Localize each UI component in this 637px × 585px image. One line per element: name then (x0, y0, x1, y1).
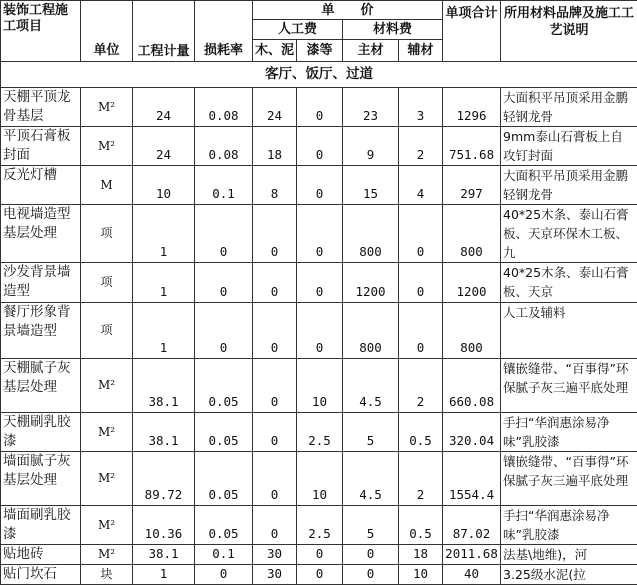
row-desc: 法基\地维)，河 (501, 545, 637, 565)
row-unit: M² (81, 452, 133, 506)
table-row (1, 452, 637, 506)
row-item: 墙面腻子灰基层处理 (1, 452, 81, 506)
row-labor-wood: 0 (253, 506, 297, 545)
row-mat-aux: 2 (399, 452, 443, 506)
row-qty: 10.36 (133, 506, 195, 545)
row-labor-wood: 0 (253, 359, 297, 413)
table-row (1, 166, 637, 205)
row-loss: 0.05 (195, 452, 253, 506)
row-item: 平顶石膏板封面 (1, 127, 81, 166)
row-mat-main: 15 (343, 166, 399, 205)
table-row (1, 359, 637, 413)
row-item: 墙面刷乳胶漆 (1, 506, 81, 545)
row-mat-aux: 0.5 (399, 413, 443, 452)
row-loss: 0.08 (195, 88, 253, 127)
row-qty: 10 (133, 166, 195, 205)
row-qty: 24 (133, 88, 195, 127)
row-mat-aux: 3 (399, 88, 443, 127)
row-mat-main: 23 (343, 88, 399, 127)
header-labor: 人工费 (253, 20, 343, 40)
table-row (1, 263, 637, 303)
table-row (1, 88, 637, 127)
row-item: 天棚刷乳胶漆 (1, 413, 81, 452)
row-labor-paint: 0 (297, 166, 343, 205)
row-loss: 0.08 (195, 127, 253, 166)
row-total: 1200 (443, 263, 501, 303)
row-labor-paint: 0 (297, 545, 343, 565)
row-mat-main: 800 (343, 303, 399, 359)
table-row (1, 545, 637, 565)
row-qty: 24 (133, 127, 195, 166)
header-desc: 所用材料品牌及施工工艺说明 (501, 1, 637, 62)
row-labor-wood: 0 (253, 263, 297, 303)
row-mat-aux: 2 (399, 127, 443, 166)
row-mat-main: 5 (343, 413, 399, 452)
row-qty: 1 (133, 303, 195, 359)
row-loss: 0.1 (195, 166, 253, 205)
row-loss: 0 (195, 303, 253, 359)
row-mat-main: 4.5 (343, 359, 399, 413)
row-mat-main: 0 (343, 545, 399, 565)
row-total: 1554.4 (443, 452, 501, 506)
row-loss: 0.1 (195, 545, 253, 565)
row-qty: 38.1 (133, 413, 195, 452)
row-qty: 1 (133, 205, 195, 263)
table-row (1, 413, 637, 452)
row-qty: 38.1 (133, 359, 195, 413)
row-item: 电视墙造型基层处理 (1, 205, 81, 263)
row-qty: 38.1 (133, 545, 195, 565)
row-unit: M² (81, 506, 133, 545)
row-item: 餐厅形象背景墙造型 (1, 303, 81, 359)
header-labor-wood: 木、泥 (253, 40, 297, 62)
table-row (1, 205, 637, 263)
row-desc: 大面积平吊顶采用金鹏轻钢龙骨 (501, 166, 637, 205)
header-loss: 损耗率 (195, 1, 253, 62)
row-total: 87.02 (443, 506, 501, 545)
header-mat-aux: 辅材 (399, 40, 443, 62)
row-unit: 块 (81, 565, 133, 585)
row-desc: 手扫“华润惠涂易净味”乳胶漆 (501, 413, 637, 452)
row-labor-wood: 0 (253, 413, 297, 452)
row-mat-aux: 0 (399, 263, 443, 303)
row-desc: 手扫“华润惠涂易净味”乳胶漆 (501, 506, 637, 545)
row-labor-wood: 0 (253, 303, 297, 359)
header-qty: 工程计量 (133, 1, 195, 62)
row-loss: 0.05 (195, 413, 253, 452)
header-total: 单项合计 (443, 1, 501, 62)
row-mat-main: 4.5 (343, 452, 399, 506)
row-desc: 40*25木条、泰山石膏板、天京环保木工板、九 (501, 205, 637, 263)
row-unit: 项 (81, 303, 133, 359)
row-labor-paint: 10 (297, 359, 343, 413)
row-desc: 3.25级水泥(拉 (501, 565, 637, 585)
row-labor-paint: 2.5 (297, 506, 343, 545)
header-labor-paint: 漆等 (297, 40, 343, 62)
header-price: 单 价 (253, 1, 443, 20)
row-unit: M² (81, 413, 133, 452)
row-mat-main: 5 (343, 506, 399, 545)
header-item: 装饰工程施工项目 (1, 1, 81, 62)
row-desc: 镶嵌缝带、“百事得”环保腻子灰三遍平底处理 (501, 452, 637, 506)
row-total: 40 (443, 565, 501, 585)
row-labor-wood: 30 (253, 545, 297, 565)
row-item: 贴地砖 (1, 545, 81, 565)
row-loss: 0.05 (195, 359, 253, 413)
row-labor-paint: 0 (297, 263, 343, 303)
row-desc: 大面积平吊顶采用金鹏轻钢龙骨 (501, 88, 637, 127)
row-qty: 1 (133, 263, 195, 303)
row-labor-wood: 0 (253, 452, 297, 506)
row-qty: 89.72 (133, 452, 195, 506)
row-labor-paint: 0 (297, 303, 343, 359)
row-unit: 项 (81, 205, 133, 263)
table-row (1, 506, 637, 545)
row-labor-wood: 8 (253, 166, 297, 205)
row-labor-wood: 0 (253, 205, 297, 263)
row-labor-wood: 24 (253, 88, 297, 127)
row-labor-paint: 0 (297, 565, 343, 585)
row-item: 贴门坎石 (1, 565, 81, 585)
row-item: 反光灯槽 (1, 166, 81, 205)
row-mat-aux: 0 (399, 303, 443, 359)
row-mat-aux: 0 (399, 205, 443, 263)
row-labor-paint: 0 (297, 205, 343, 263)
row-mat-aux: 4 (399, 166, 443, 205)
header-unit: 单位 (81, 1, 133, 62)
table-row (1, 303, 637, 359)
row-total: 297 (443, 166, 501, 205)
row-unit: 项 (81, 263, 133, 303)
row-total: 660.08 (443, 359, 501, 413)
row-total: 751.68 (443, 127, 501, 166)
row-labor-paint: 0 (297, 127, 343, 166)
section-title: 客厅、饭厅、过道 (1, 62, 637, 88)
row-unit: M² (81, 127, 133, 166)
row-mat-aux: 18 (399, 545, 443, 565)
row-total: 2011.68 (443, 545, 501, 565)
row-loss: 0 (195, 263, 253, 303)
row-mat-aux: 2 (399, 359, 443, 413)
row-labor-wood: 30 (253, 565, 297, 585)
row-labor-paint: 0 (297, 88, 343, 127)
row-desc: 40*25木条、泰山石膏板、天京 (501, 263, 637, 303)
row-total: 800 (443, 205, 501, 263)
row-labor-paint: 2.5 (297, 413, 343, 452)
header-material: 材料费 (343, 20, 443, 40)
row-mat-main: 0 (343, 565, 399, 585)
row-mat-aux: 10 (399, 565, 443, 585)
row-labor-paint: 10 (297, 452, 343, 506)
row-loss: 0 (195, 565, 253, 585)
row-labor-wood: 18 (253, 127, 297, 166)
row-mat-main: 9 (343, 127, 399, 166)
table-row (1, 127, 637, 166)
row-unit: M² (81, 359, 133, 413)
row-mat-main: 800 (343, 205, 399, 263)
row-total: 320.04 (443, 413, 501, 452)
row-unit: M² (81, 88, 133, 127)
row-desc: 人工及辅料 (501, 303, 637, 359)
row-loss: 0.05 (195, 506, 253, 545)
row-item: 天棚平顶龙骨基层 (1, 88, 81, 127)
row-item: 沙发背景墙造型 (1, 263, 81, 303)
row-total: 1296 (443, 88, 501, 127)
row-total: 800 (443, 303, 501, 359)
header-mat-main: 主材 (343, 40, 399, 62)
row-desc: 9mm泰山石膏板上自攻钉封面 (501, 127, 637, 166)
row-mat-aux: 0.5 (399, 506, 443, 545)
row-loss: 0 (195, 205, 253, 263)
table-row (1, 565, 637, 585)
row-mat-main: 1200 (343, 263, 399, 303)
row-unit: M (81, 166, 133, 205)
row-desc: 镶嵌缝带、“百事得”环保腻子灰三遍平底处理 (501, 359, 637, 413)
row-unit: M² (81, 545, 133, 565)
row-qty: 1 (133, 565, 195, 585)
row-item: 天棚腻子灰基层处理 (1, 359, 81, 413)
